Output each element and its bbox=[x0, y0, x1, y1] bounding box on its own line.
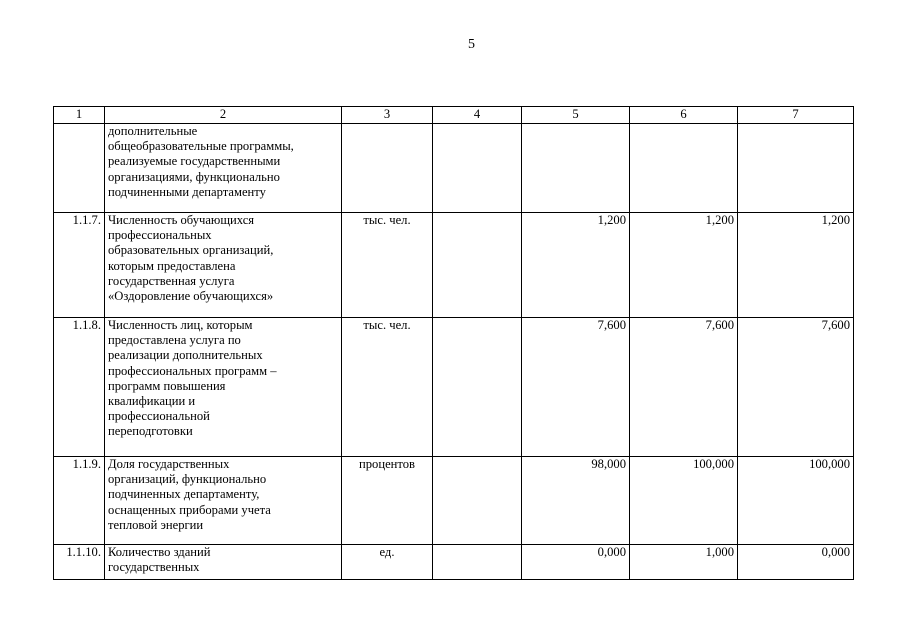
unit-cell: тыс. чел. bbox=[342, 213, 433, 318]
indicator-name-line: Доля государственных bbox=[108, 457, 230, 471]
value-cell-col6: 1,200 bbox=[630, 213, 738, 318]
indicator-name-line: подчиненными департаменту bbox=[108, 184, 266, 199]
value-cell-col4 bbox=[433, 318, 522, 457]
indicators-table bbox=[53, 106, 854, 580]
value-cell-col4 bbox=[433, 457, 522, 545]
indicator-name-line: профессиональной bbox=[108, 409, 210, 424]
row-number: 1.1.8. bbox=[54, 318, 105, 457]
value-cell-col7: 100,000 bbox=[738, 457, 854, 545]
value-cell-col4 bbox=[433, 213, 522, 318]
column-header: 6 bbox=[630, 107, 738, 124]
unit-cell: ед. bbox=[342, 545, 433, 580]
indicator-name-line: тепловой энергии bbox=[108, 517, 204, 532]
value-cell-col7: 0,000 bbox=[738, 545, 854, 580]
unit-cell: процентов bbox=[342, 457, 433, 545]
column-header: 2 bbox=[105, 107, 342, 124]
indicator-name-line: профессиональных программ – bbox=[108, 363, 277, 378]
value-cell-col7: 7,600 bbox=[738, 318, 854, 457]
value-cell-col5 bbox=[522, 124, 630, 213]
row-number: 1.1.7. bbox=[54, 213, 105, 318]
row-number: 1.1.9. bbox=[54, 457, 105, 545]
column-header: 4 bbox=[433, 107, 522, 124]
table-row bbox=[54, 545, 854, 580]
value-cell-col6: 100,000 bbox=[630, 457, 738, 545]
indicator-name-line: организациями, функционально bbox=[108, 169, 280, 184]
value-cell-col6: 1,000 bbox=[630, 545, 738, 580]
row-number bbox=[54, 124, 105, 213]
column-header: 7 bbox=[738, 107, 854, 124]
column-header: 1 bbox=[54, 107, 105, 124]
column-header: 3 bbox=[342, 107, 433, 124]
indicator-name-line: профессиональных bbox=[108, 228, 212, 243]
indicator-name bbox=[105, 124, 342, 213]
value-cell-col6: 7,600 bbox=[630, 318, 738, 457]
table-row bbox=[54, 124, 854, 213]
table-header-row bbox=[54, 107, 854, 124]
row-number: 1.1.10. bbox=[54, 545, 105, 580]
value-cell-col6 bbox=[630, 124, 738, 213]
indicator-name-line: Численность лиц, которым bbox=[108, 318, 253, 332]
indicator-name-line: общеобразовательные программы, bbox=[108, 139, 294, 154]
unit-cell: тыс. чел. bbox=[342, 318, 433, 457]
table-row bbox=[54, 318, 854, 457]
indicator-name bbox=[105, 457, 342, 545]
indicator-name-line: предоставлена услуга по bbox=[108, 333, 241, 348]
value-cell-col5: 0,000 bbox=[522, 545, 630, 580]
value-cell-col5: 7,600 bbox=[522, 318, 630, 457]
indicator-name-line: реализации дополнительных bbox=[108, 348, 263, 363]
indicator-name-line: квалификации и bbox=[108, 394, 196, 409]
value-cell-col5: 98,000 bbox=[522, 457, 630, 545]
indicator-name bbox=[105, 213, 342, 318]
unit-cell bbox=[342, 124, 433, 213]
indicator-name-line: организаций, функционально bbox=[108, 472, 267, 487]
value-cell-col7 bbox=[738, 124, 854, 213]
page-number: 5 bbox=[468, 37, 475, 52]
value-cell-col4 bbox=[433, 124, 522, 213]
indicator-name-line: реализуемые государственными bbox=[108, 154, 281, 169]
indicator-name-line: государственная услуга bbox=[108, 273, 235, 288]
indicator-name-line: государственных bbox=[108, 560, 200, 575]
indicator-name-line: Численность обучающихся bbox=[108, 213, 255, 227]
indicator-name-line: дополнительные bbox=[108, 124, 198, 138]
table-row bbox=[54, 213, 854, 318]
indicator-name-line: «Оздоровление обучающихся» bbox=[108, 289, 274, 304]
value-cell-col7: 1,200 bbox=[738, 213, 854, 318]
indicator-name-line: Количество зданий bbox=[108, 545, 211, 559]
indicator-name-line: переподготовки bbox=[108, 424, 193, 439]
indicator-name-line: подчиненных департаменту, bbox=[108, 487, 260, 502]
column-header: 5 bbox=[522, 107, 630, 124]
value-cell-col5: 1,200 bbox=[522, 213, 630, 318]
indicator-name-line: программ повышения bbox=[108, 378, 226, 393]
table-row bbox=[54, 457, 854, 545]
indicator-name-line: оснащенных приборами учета bbox=[108, 502, 271, 517]
value-cell-col4 bbox=[433, 545, 522, 580]
indicator-name-line: образовательных организаций, bbox=[108, 243, 274, 258]
indicator-name bbox=[105, 318, 342, 457]
indicator-name-line: которым предоставлена bbox=[108, 258, 236, 273]
indicator-name bbox=[105, 545, 342, 580]
